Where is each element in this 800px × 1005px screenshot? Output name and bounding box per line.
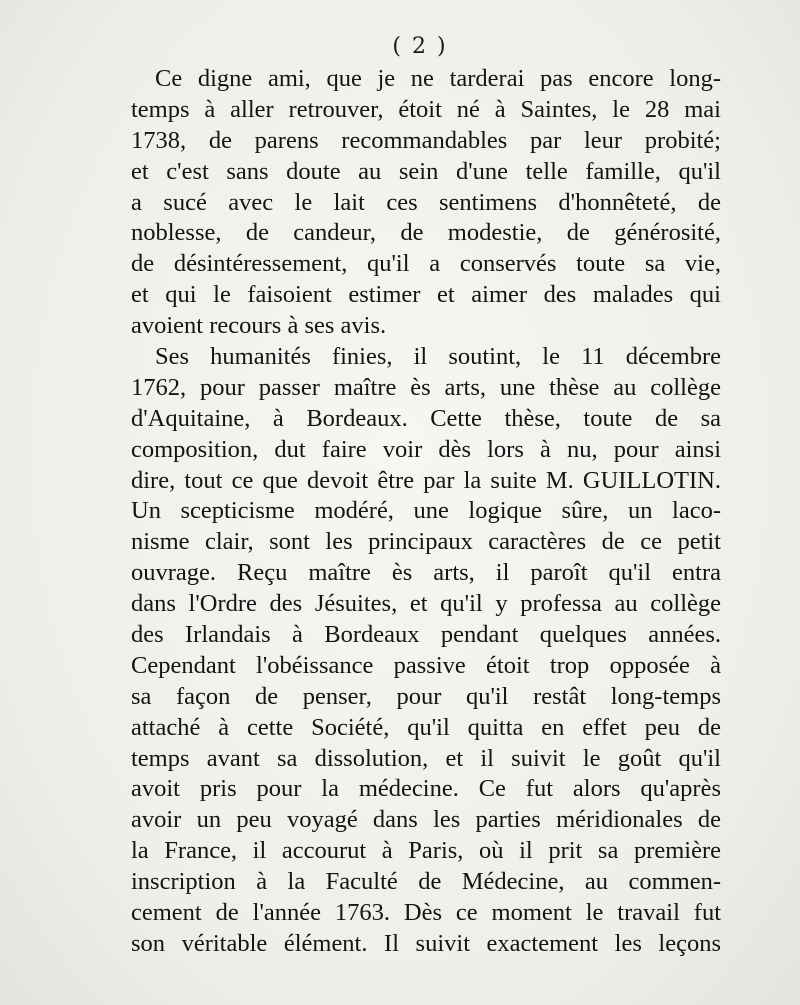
text-line: a sucé avec le lait ces sentimens d'honnêteté, de <box>131 188 721 216</box>
text-line: son véritable élément. Il suivit exactement les leçons <box>131 929 721 957</box>
text-line: nisme clair, sont les principaux caractères de ce petit <box>131 528 721 556</box>
text-line: dire, tout ce que devoit être par la suite M. GUILLOTIN. <box>131 466 721 494</box>
text-line: avoir un peu voyagé dans les parties méridionales de <box>131 806 721 834</box>
text-line: composition, dut faire voir dès lors à nu, pour ainsi <box>131 435 721 463</box>
text-line: ouvrage. Reçu maître ès arts, il paroît qu'il entra <box>131 559 721 587</box>
page-number: ( 2 ) <box>392 34 448 59</box>
text-line: avoient recours à ses avis. <box>131 312 387 340</box>
text-line: cement de l'année 1763. Dès ce moment le travail fut <box>131 899 721 927</box>
text-line: Ce digne ami, que je ne tarderai pas encore long- <box>155 65 721 92</box>
text-line: noblesse, de candeur, de modestie, de générosité, <box>131 219 721 247</box>
body-text <box>131 64 721 960</box>
text-line: de désintéressement, qu'il a conservés toute sa vie, <box>131 250 721 278</box>
text-line: Un scepticisme modéré, une logique sûre, un laco- <box>131 497 721 525</box>
text-line: la France, il accourut à Paris, où il prit sa première <box>131 837 721 865</box>
text-line: attaché à cette Société, qu'il quitta en effet peu de <box>131 713 721 741</box>
text-line: dans l'Ordre des Jésuites, et qu'il y professa au collège <box>131 590 721 618</box>
text-line: 1762, pour passer maître ès arts, une thèse au collège <box>131 373 721 401</box>
text-line: avoit pris pour la médecine. Ce fut alors qu'après <box>131 775 721 803</box>
text-line: des Irlandais à Bordeaux pendant quelques années. <box>131 621 721 649</box>
text-line: temps avant sa dissolution, et il suivit le goût qu'il <box>131 744 721 772</box>
text-line: 1738, de parens recommandables par leur probité; <box>131 126 721 154</box>
text-line: Cependant l'obéissance passive étoit trop opposée à <box>131 651 721 679</box>
text-line: sa façon de penser, pour qu'il restât long-temps <box>131 682 721 710</box>
text-line: et qui le faisoient estimer et aimer des malades qui <box>131 281 721 309</box>
text-line: d'Aquitaine, à Bordeaux. Cette thèse, toute de sa <box>131 404 721 432</box>
text-line: inscription à la Faculté de Médecine, au commen- <box>131 868 721 896</box>
text-line: temps à aller retrouver, étoit né à Saintes, le 28 mai <box>131 95 721 123</box>
text-line: et c'est sans doute au sein d'une telle famille, qu'il <box>131 157 721 185</box>
text-line: Ses humanités finies, il soutint, le 11 décembre <box>155 343 721 371</box>
